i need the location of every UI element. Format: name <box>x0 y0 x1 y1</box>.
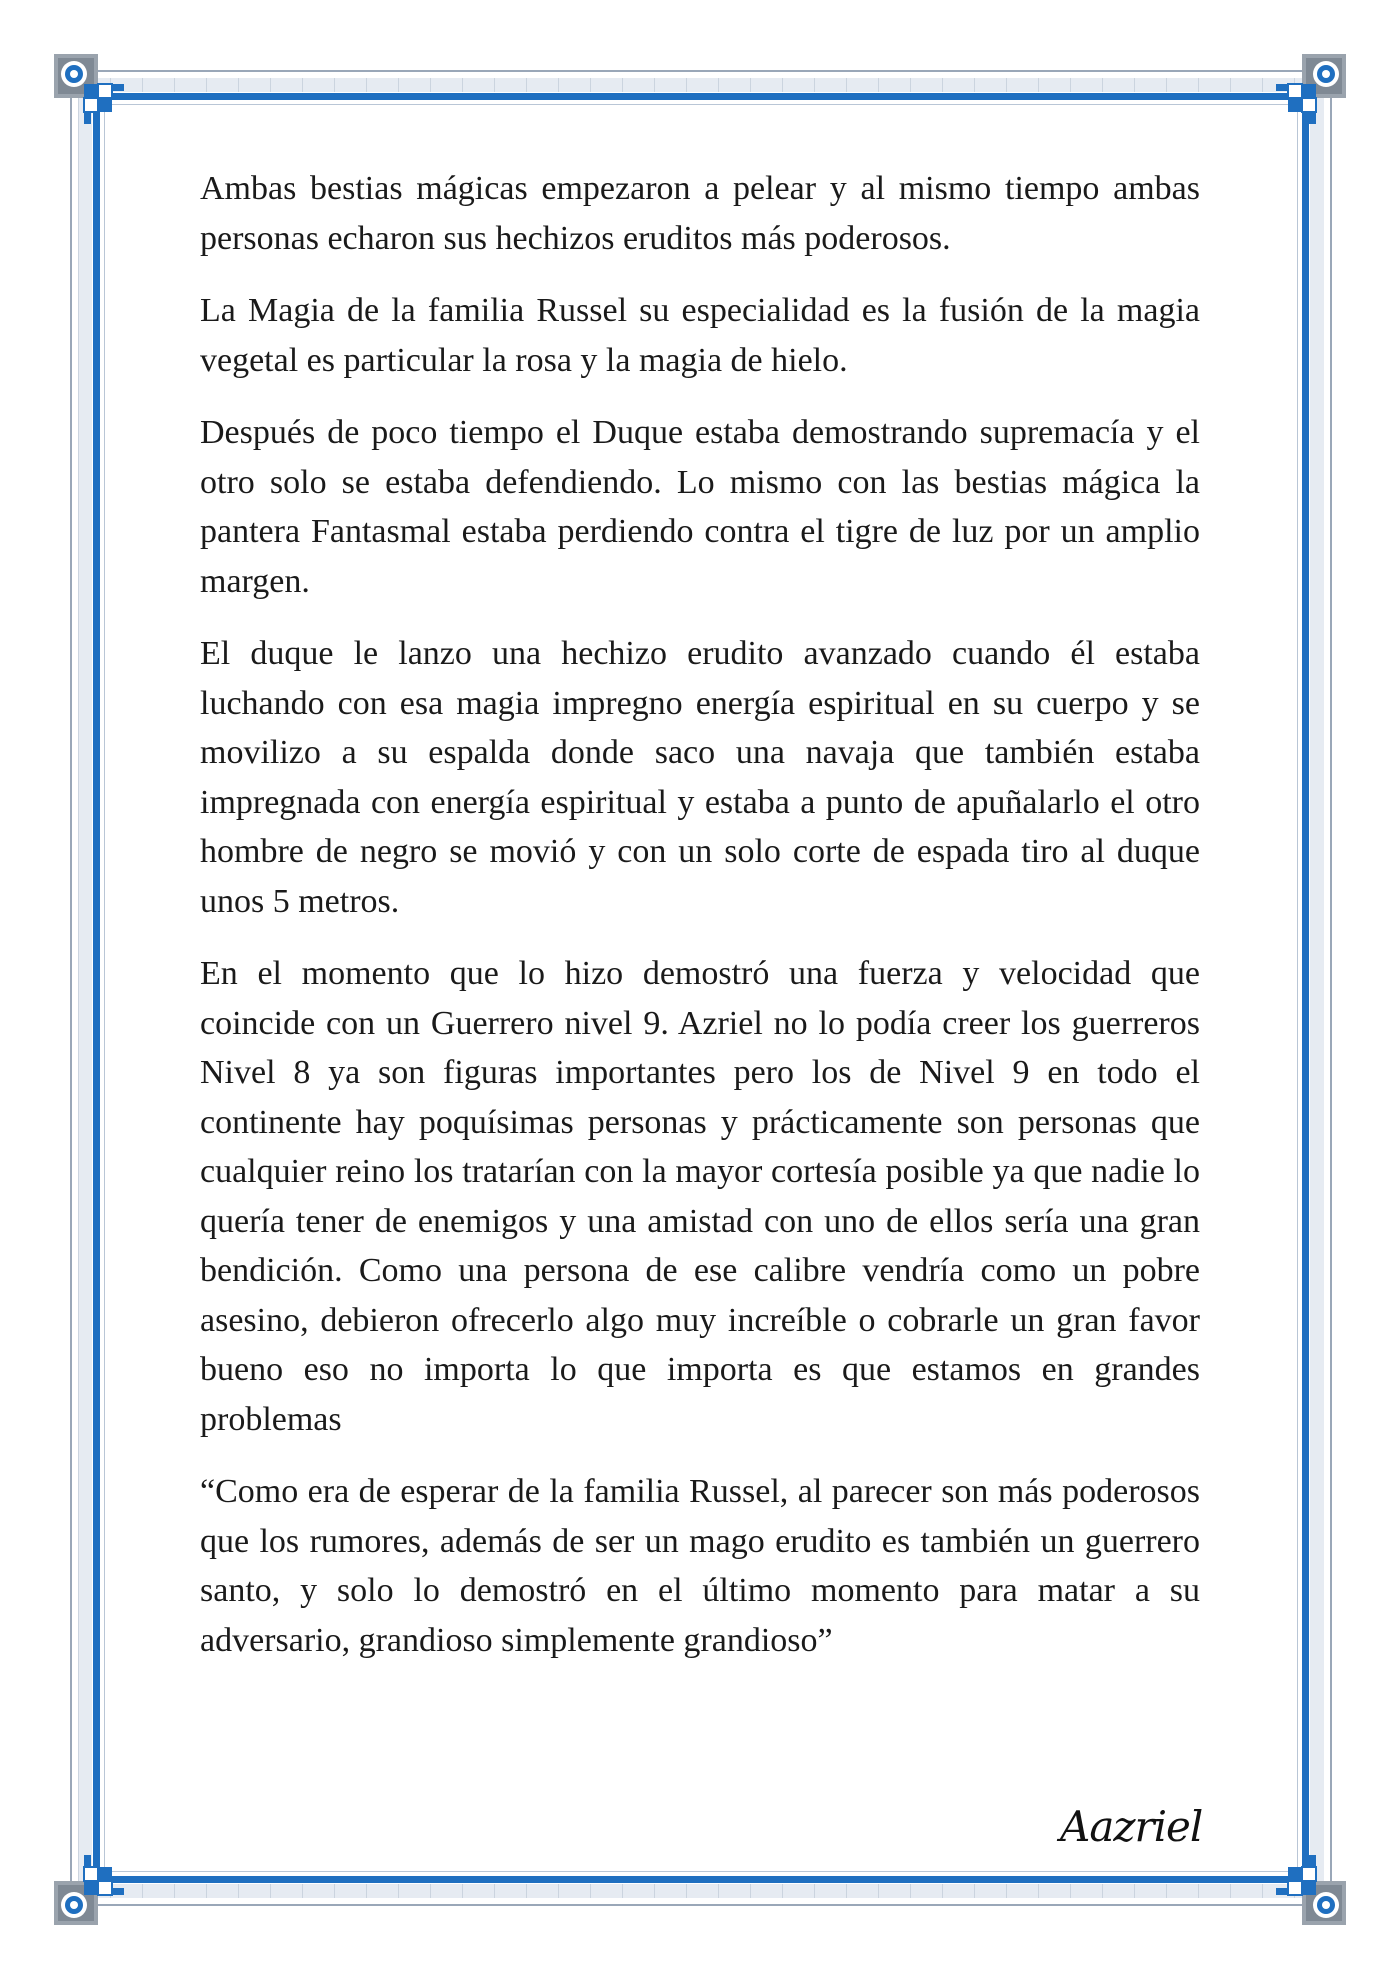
paragraph: Ambas bestias mágicas empezaron a pelear y al mismo tiempo ambas personas echaron sus hechizos eruditos más poderosos. <box>200 170 1200 257</box>
paragraph: La Magia de la familia Russel su especialidad es la fusión de la magia vegetal es particular la rosa y la magia de hielo. <box>200 292 1200 379</box>
document-body <box>200 164 1200 1688</box>
corner-ornament-icon <box>54 54 124 124</box>
corner-ornament-icon <box>1276 1855 1346 1925</box>
corner-ornament-icon <box>1276 54 1346 124</box>
corner-ornament-icon <box>54 1855 124 1925</box>
paragraph: El duque le lanzo una hechizo erudito avanzado cuando él estaba luchando con esa magia impregno energía espiritual en su cuerpo y se movilizo a su espalda donde saco una navaja que también estaba impregnada con energía espiritual y estaba a punto de apuñalarlo el otro hombre de negro se movió y con un solo corte de espada tiro al duque unos 5 metros. <box>200 635 1200 920</box>
paragraph: “Como era de esperar de la familia Russel, al parecer son más poderosos que los rumores, además de ser un mago erudito es también un guerrero santo, y solo lo demostró en el último momento para matar a su adversario, grandioso simplemente grandioso” <box>200 1473 1200 1659</box>
author-signature: Aazriel <box>1060 1802 1203 1851</box>
paragraph: En el momento que lo hizo demostró una fuerza y velocidad que coincide con un Guerrero nivel 9. Azriel no lo podía creer los guerreros Nivel 8 ya son figuras importantes pero los de Nivel 9 en todo el continente hay poquísimas personas y prácticamente son personas que cualquier reino los tratarían con la mayor cortesía posible ya que nadie lo quería tener de enemigos y una amistad con uno de ellos sería una gran bendición. Como una persona de ese calibre vendría como un pobre asesino, debieron ofrecerlo algo muy increíble o cobrarle un gran favor bueno eso no importa lo que importa es que estamos en grandes problemas <box>200 955 1200 1438</box>
paragraph: Después de poco tiempo el Duque estaba demostrando supremacía y el otro solo se estaba defendiendo. Lo mismo con las bestias mágica la pantera Fantasmal estaba perdiendo contra el tigre de luz por un amplio margen. <box>200 414 1200 600</box>
